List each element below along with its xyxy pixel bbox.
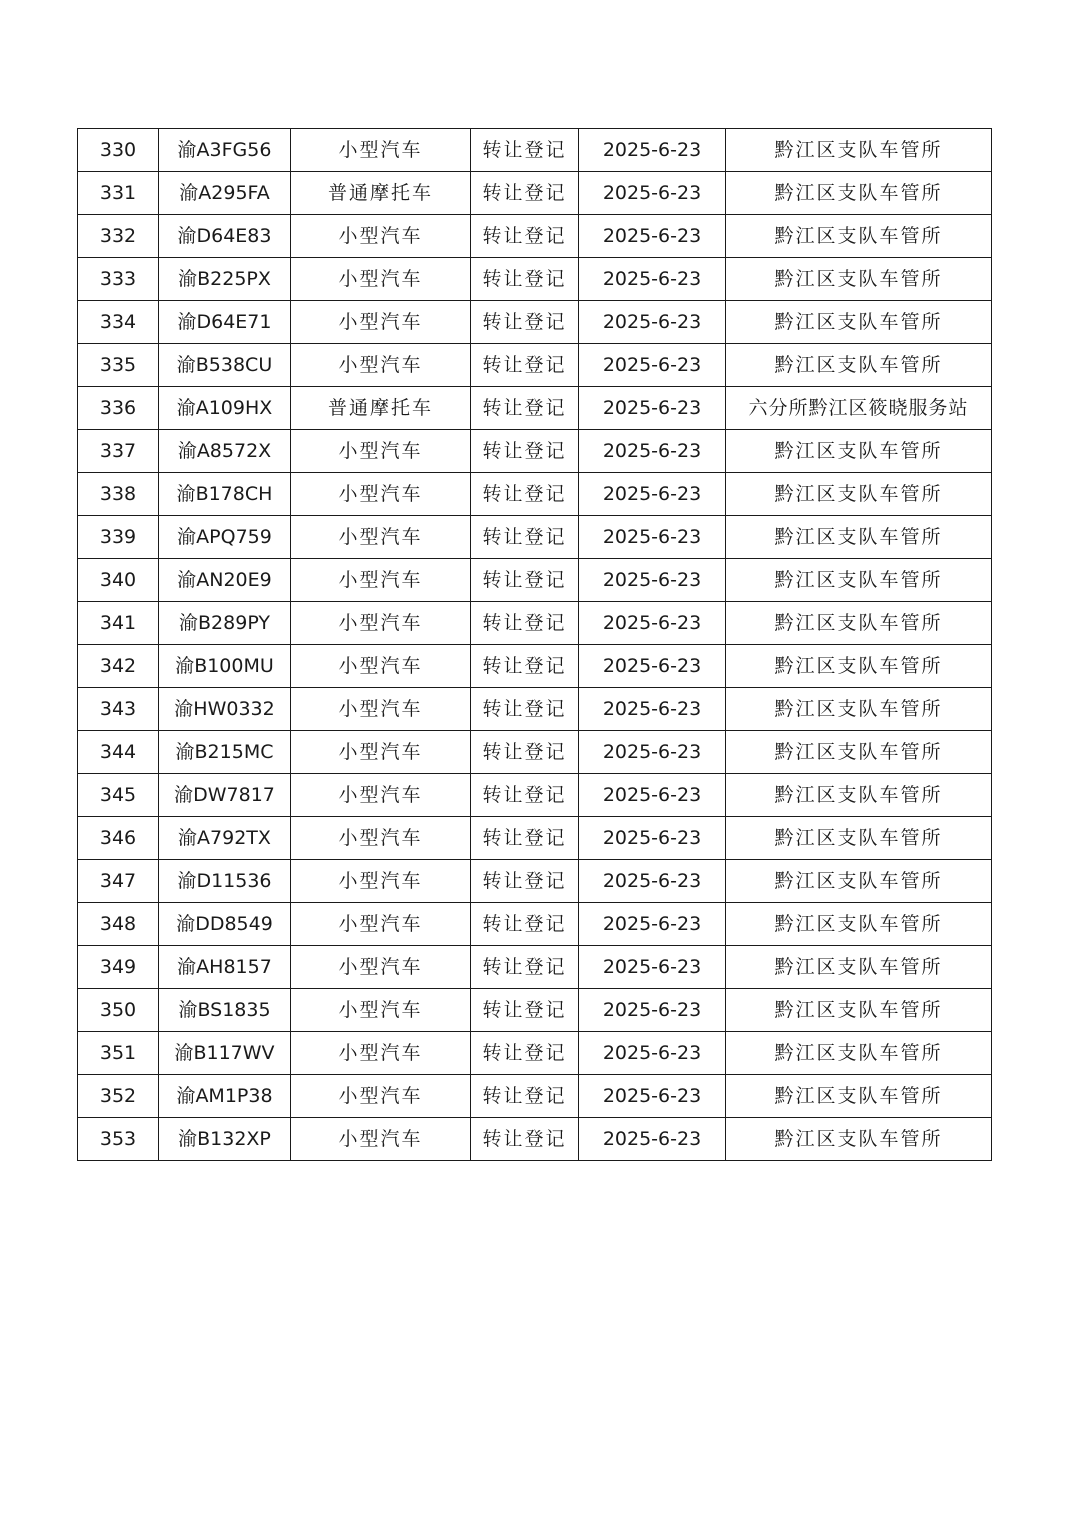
date-cell: 2025-6-23 <box>579 387 726 430</box>
row-number-cell: 351 <box>78 1032 159 1075</box>
office-cell: 黔江区支队车管所 <box>726 516 992 559</box>
plate-number-cell: 渝A3FG56 <box>159 129 291 172</box>
row-number-cell: 346 <box>78 817 159 860</box>
date-cell: 2025-6-23 <box>579 473 726 516</box>
office-cell: 黔江区支队车管所 <box>726 817 992 860</box>
row-number-cell: 349 <box>78 946 159 989</box>
date-cell: 2025-6-23 <box>579 774 726 817</box>
vehicle-type-cell: 小型汽车 <box>291 602 471 645</box>
row-number-cell: 343 <box>78 688 159 731</box>
vehicle-type-cell: 小型汽车 <box>291 473 471 516</box>
business-type-cell: 转让登记 <box>471 473 579 516</box>
table-row <box>78 129 992 172</box>
office-cell: 黔江区支队车管所 <box>726 1075 992 1118</box>
plate-number-cell: 渝DW7817 <box>159 774 291 817</box>
business-type-cell: 转让登记 <box>471 559 579 602</box>
plate-number-cell: 渝D64E83 <box>159 215 291 258</box>
business-type-cell: 转让登记 <box>471 344 579 387</box>
plate-number-cell: 渝APQ759 <box>159 516 291 559</box>
table-row <box>78 688 992 731</box>
table-row <box>78 301 992 344</box>
office-cell: 黔江区支队车管所 <box>726 1118 992 1161</box>
business-type-cell: 转让登记 <box>471 602 579 645</box>
table-row <box>78 774 992 817</box>
vehicle-type-cell: 小型汽车 <box>291 215 471 258</box>
plate-number-cell: 渝DD8549 <box>159 903 291 946</box>
row-number-cell: 350 <box>78 989 159 1032</box>
office-cell: 黔江区支队车管所 <box>726 774 992 817</box>
business-type-cell: 转让登记 <box>471 1032 579 1075</box>
plate-number-cell: 渝B225PX <box>159 258 291 301</box>
table-row <box>78 344 992 387</box>
plate-number-cell: 渝B215MC <box>159 731 291 774</box>
business-type-cell: 转让登记 <box>471 129 579 172</box>
table-row <box>78 731 992 774</box>
row-number-cell: 340 <box>78 559 159 602</box>
vehicle-type-cell: 小型汽车 <box>291 903 471 946</box>
business-type-cell: 转让登记 <box>471 731 579 774</box>
date-cell: 2025-6-23 <box>579 344 726 387</box>
row-number-cell: 339 <box>78 516 159 559</box>
table-row <box>78 473 992 516</box>
vehicle-type-cell: 小型汽车 <box>291 516 471 559</box>
table-row <box>78 215 992 258</box>
date-cell: 2025-6-23 <box>579 903 726 946</box>
row-number-cell: 347 <box>78 860 159 903</box>
table-row <box>78 860 992 903</box>
office-cell: 黔江区支队车管所 <box>726 1032 992 1075</box>
office-cell: 六分所黔江区筱晓服务站 <box>726 387 992 430</box>
plate-number-cell: 渝A109HX <box>159 387 291 430</box>
table-row <box>78 258 992 301</box>
business-type-cell: 转让登记 <box>471 1075 579 1118</box>
plate-number-cell: 渝B178CH <box>159 473 291 516</box>
table-row <box>78 645 992 688</box>
table-row <box>78 903 992 946</box>
office-cell: 黔江区支队车管所 <box>726 688 992 731</box>
business-type-cell: 转让登记 <box>471 1118 579 1161</box>
date-cell: 2025-6-23 <box>579 817 726 860</box>
office-cell: 黔江区支队车管所 <box>726 946 992 989</box>
row-number-cell: 345 <box>78 774 159 817</box>
date-cell: 2025-6-23 <box>579 1118 726 1161</box>
table-row <box>78 602 992 645</box>
date-cell: 2025-6-23 <box>579 1032 726 1075</box>
plate-number-cell: 渝D64E71 <box>159 301 291 344</box>
plate-number-cell: 渝HW0332 <box>159 688 291 731</box>
office-cell: 黔江区支队车管所 <box>726 129 992 172</box>
date-cell: 2025-6-23 <box>579 172 726 215</box>
row-number-cell: 352 <box>78 1075 159 1118</box>
office-cell: 黔江区支队车管所 <box>726 430 992 473</box>
business-type-cell: 转让登记 <box>471 860 579 903</box>
row-number-cell: 353 <box>78 1118 159 1161</box>
row-number-cell: 337 <box>78 430 159 473</box>
date-cell: 2025-6-23 <box>579 860 726 903</box>
plate-number-cell: 渝AN20E9 <box>159 559 291 602</box>
date-cell: 2025-6-23 <box>579 559 726 602</box>
row-number-cell: 336 <box>78 387 159 430</box>
business-type-cell: 转让登记 <box>471 645 579 688</box>
office-cell: 黔江区支队车管所 <box>726 860 992 903</box>
plate-number-cell: 渝B132XP <box>159 1118 291 1161</box>
table-row <box>78 1118 992 1161</box>
plate-number-cell: 渝AM1P38 <box>159 1075 291 1118</box>
vehicle-type-cell: 小型汽车 <box>291 301 471 344</box>
table-row <box>78 430 992 473</box>
vehicle-type-cell: 小型汽车 <box>291 731 471 774</box>
office-cell: 黔江区支队车管所 <box>726 258 992 301</box>
date-cell: 2025-6-23 <box>579 989 726 1032</box>
date-cell: 2025-6-23 <box>579 129 726 172</box>
table-row <box>78 1075 992 1118</box>
plate-number-cell: 渝AH8157 <box>159 946 291 989</box>
date-cell: 2025-6-23 <box>579 645 726 688</box>
vehicle-type-cell: 小型汽车 <box>291 1118 471 1161</box>
office-cell: 黔江区支队车管所 <box>726 559 992 602</box>
office-cell: 黔江区支队车管所 <box>726 989 992 1032</box>
vehicle-type-cell: 小型汽车 <box>291 860 471 903</box>
business-type-cell: 转让登记 <box>471 215 579 258</box>
business-type-cell: 转让登记 <box>471 172 579 215</box>
office-cell: 黔江区支队车管所 <box>726 215 992 258</box>
row-number-cell: 330 <box>78 129 159 172</box>
vehicle-registration-table <box>77 128 992 1161</box>
office-cell: 黔江区支队车管所 <box>726 473 992 516</box>
row-number-cell: 332 <box>78 215 159 258</box>
plate-number-cell: 渝B117WV <box>159 1032 291 1075</box>
date-cell: 2025-6-23 <box>579 301 726 344</box>
table-row <box>78 989 992 1032</box>
business-type-cell: 转让登记 <box>471 817 579 860</box>
vehicle-type-cell: 小型汽车 <box>291 430 471 473</box>
date-cell: 2025-6-23 <box>579 430 726 473</box>
vehicle-type-cell: 小型汽车 <box>291 1032 471 1075</box>
table-row <box>78 1032 992 1075</box>
plate-number-cell: 渝D11536 <box>159 860 291 903</box>
business-type-cell: 转让登记 <box>471 946 579 989</box>
business-type-cell: 转让登记 <box>471 301 579 344</box>
office-cell: 黔江区支队车管所 <box>726 731 992 774</box>
vehicle-type-cell: 普通摩托车 <box>291 387 471 430</box>
business-type-cell: 转让登记 <box>471 387 579 430</box>
row-number-cell: 331 <box>78 172 159 215</box>
vehicle-type-cell: 普通摩托车 <box>291 172 471 215</box>
business-type-cell: 转让登记 <box>471 430 579 473</box>
plate-number-cell: 渝A792TX <box>159 817 291 860</box>
vehicle-type-cell: 小型汽车 <box>291 559 471 602</box>
plate-number-cell: 渝A295FA <box>159 172 291 215</box>
plate-number-cell: 渝A8572X <box>159 430 291 473</box>
row-number-cell: 342 <box>78 645 159 688</box>
business-type-cell: 转让登记 <box>471 688 579 731</box>
vehicle-type-cell: 小型汽车 <box>291 688 471 731</box>
row-number-cell: 341 <box>78 602 159 645</box>
business-type-cell: 转让登记 <box>471 516 579 559</box>
vehicle-type-cell: 小型汽车 <box>291 645 471 688</box>
table-row <box>78 817 992 860</box>
office-cell: 黔江区支队车管所 <box>726 903 992 946</box>
date-cell: 2025-6-23 <box>579 1075 726 1118</box>
date-cell: 2025-6-23 <box>579 731 726 774</box>
vehicle-type-cell: 小型汽车 <box>291 258 471 301</box>
date-cell: 2025-6-23 <box>579 258 726 301</box>
row-number-cell: 333 <box>78 258 159 301</box>
date-cell: 2025-6-23 <box>579 516 726 559</box>
plate-number-cell: 渝B538CU <box>159 344 291 387</box>
business-type-cell: 转让登记 <box>471 258 579 301</box>
table-row <box>78 559 992 602</box>
plate-number-cell: 渝B100MU <box>159 645 291 688</box>
office-cell: 黔江区支队车管所 <box>726 301 992 344</box>
plate-number-cell: 渝B289PY <box>159 602 291 645</box>
plate-number-cell: 渝BS1835 <box>159 989 291 1032</box>
table-row <box>78 946 992 989</box>
vehicle-type-cell: 小型汽车 <box>291 989 471 1032</box>
table-row <box>78 516 992 559</box>
date-cell: 2025-6-23 <box>579 602 726 645</box>
date-cell: 2025-6-23 <box>579 946 726 989</box>
business-type-cell: 转让登记 <box>471 774 579 817</box>
business-type-cell: 转让登记 <box>471 903 579 946</box>
row-number-cell: 338 <box>78 473 159 516</box>
row-number-cell: 344 <box>78 731 159 774</box>
office-cell: 黔江区支队车管所 <box>726 344 992 387</box>
date-cell: 2025-6-23 <box>579 215 726 258</box>
vehicle-type-cell: 小型汽车 <box>291 344 471 387</box>
row-number-cell: 348 <box>78 903 159 946</box>
table-row <box>78 387 992 430</box>
office-cell: 黔江区支队车管所 <box>726 172 992 215</box>
date-cell: 2025-6-23 <box>579 688 726 731</box>
vehicle-type-cell: 小型汽车 <box>291 1075 471 1118</box>
vehicle-type-cell: 小型汽车 <box>291 817 471 860</box>
office-cell: 黔江区支队车管所 <box>726 602 992 645</box>
office-cell: 黔江区支队车管所 <box>726 645 992 688</box>
row-number-cell: 334 <box>78 301 159 344</box>
row-number-cell: 335 <box>78 344 159 387</box>
vehicle-type-cell: 小型汽车 <box>291 774 471 817</box>
vehicle-type-cell: 小型汽车 <box>291 946 471 989</box>
vehicle-type-cell: 小型汽车 <box>291 129 471 172</box>
business-type-cell: 转让登记 <box>471 989 579 1032</box>
table-row <box>78 172 992 215</box>
